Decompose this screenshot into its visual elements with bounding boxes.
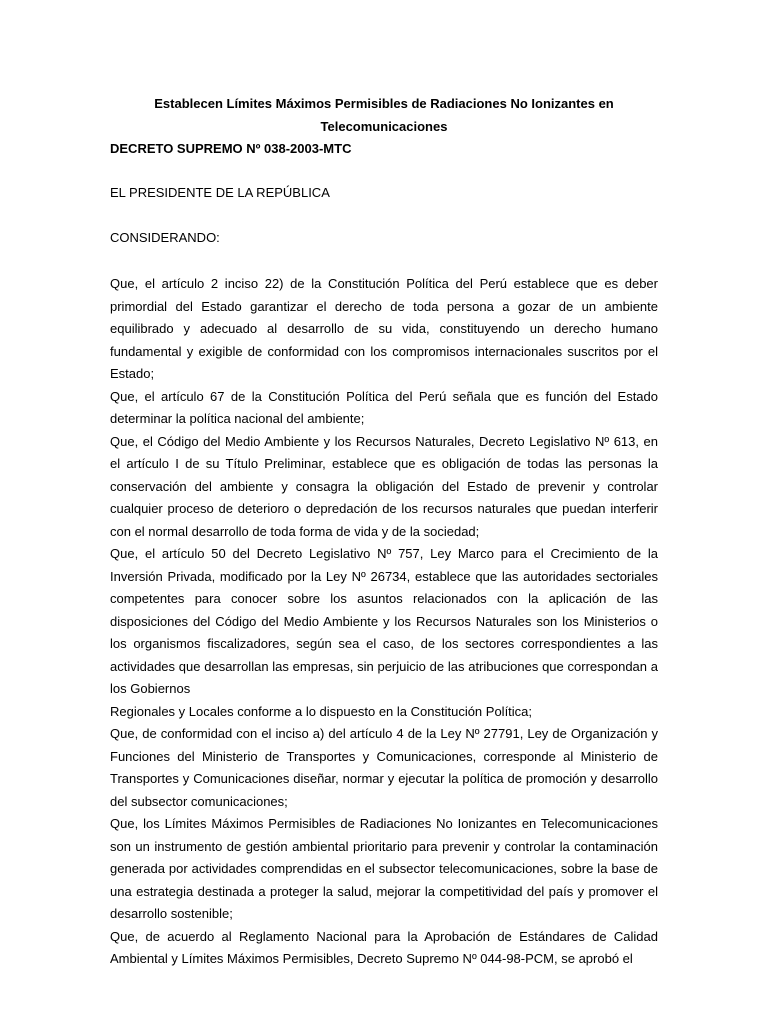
paragraph: Que, el Código del Medio Ambiente y los Recursos Naturales, Decreto Legislativo Nº 613, en el artículo I de su Título Preliminar, establece que es obligación de todas las personas la conservación del ambiente y consagra la obligación del Estado de prevenir y controlar cualquier proceso de deterioro o depredación de los recursos naturales que puedan interferir con el normal desarrollo de toda forma de vida y de la sociedad; <box>110 433 658 539</box>
considerando-heading: CONSIDERANDO: <box>110 230 220 245</box>
paragraph: Que, los Límites Máximos Permisibles de Radiaciones No Ionizantes en Telecomunicaciones son un instrumento de gestión ambiental prioritario para prevenir y controlar la contaminación generada por actividades comprendidas en el subsector telecomunicaciones, sobre la base de una estrategia destinada a proteger la salud, mejorar la competitividad del país y promover el desarrollo sostenible; <box>110 816 658 921</box>
paragraph: Que, de acuerdo al Reglamento Nacional para la Aprobación de Estándares de Calidad Ambiental y Límites Máximos Permisibles, Decreto Supremo Nº 044-98-PCM, se aprobó el <box>110 928 658 966</box>
paragraph: Que, el artículo 50 del Decreto Legislativo Nº 757, Ley Marco para el Crecimiento de la Inversión Privada, modificado por la Ley Nº 26734, establece que las autoridades sectoriales competentes para conocer sobre los asuntos relacionados con la aplicación de las disposiciones del Código del Medio Ambiente y los Recursos Naturales son los Ministerios o los organismos fiscalizadores, según sea el caso, de los sectores correspondientes a las actividades que desarrollan las empresas, sin perjuicio de las atribuciones que correspondan a los Gobiernos <box>110 546 658 696</box>
paragraph: Que, de conformidad con el inciso a) del artículo 4 de la Ley Nº 27791, Ley de Organización y Funciones del Ministerio de Transportes y Comunicaciones, corresponde al Ministerio de Transportes y Comunicaciones diseñar, normar y ejecutar la política de promoción y desarrollo del subsector comunicaciones; <box>110 726 658 809</box>
document-body <box>110 273 658 971</box>
decree-number: DECRETO SUPREMO Nº 038-2003-MTC <box>110 141 352 156</box>
document-title-line1: Establecen Límites Máximos Permisibles de Radiaciones No Ionizantes en <box>154 96 614 111</box>
paragraph: Que, el artículo 2 inciso 22) de la Constitución Política del Perú establece que es deber primordial del Estado garantizar el derecho de toda persona a gozar de un ambiente equilibrado y adecuado al desarrollo de su vida, constituyendo un derecho humano fundamental y exigible de conformidad con los compromisos internacionales suscritos por el Estado; <box>110 276 658 381</box>
document-title-line2: Telecomunicaciones <box>320 119 448 134</box>
paragraph: Regionales y Locales conforme a lo dispuesto en la Constitución Política; <box>110 703 533 719</box>
president-heading: EL PRESIDENTE DE LA REPÚBLICA <box>110 185 330 200</box>
paragraph: Que, el artículo 67 de la Constitución Política del Perú señala que es función del Estado determinar la política nacional del ambiente; <box>110 388 658 426</box>
